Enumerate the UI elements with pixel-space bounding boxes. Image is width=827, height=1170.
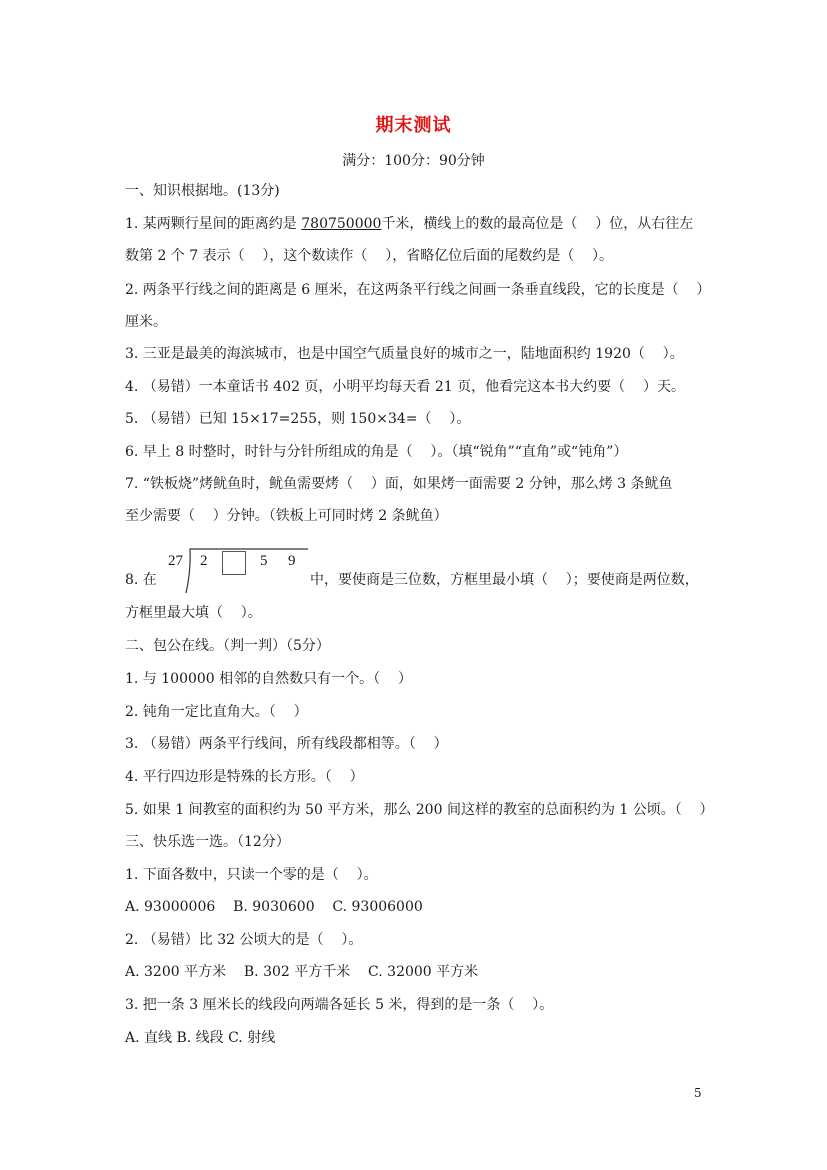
choice-question-2: 2. （易错）比 32 公顷大的是（ ）。 xyxy=(125,932,363,948)
choice-question-3: 3. 把一条 3 厘米长的线段向两端各延长 5 米，得到的是一条（ ）。 xyxy=(125,997,554,1013)
q1-distance-number: 780750000 xyxy=(301,216,382,232)
question-8-line-2: 方框里最大填（ ）。 xyxy=(125,605,262,621)
question-7-line-2: 至少需要（ ）分钟。（铁板上可同时烤 2 条鱿鱼） xyxy=(125,508,448,524)
q1-suffix: 千米，横线上的数的最高位是（ ）位，从右往左 xyxy=(381,216,694,232)
judge-item-5: 5. 如果 1 间教室的面积约为 50 平方米，那么 200 间这样的教室的总面积约为 1 公顷。（ ） xyxy=(125,802,714,818)
question-1-line-2: 数第 2 个 7 表示（ ），这个数读作（ ），省略亿位后面的尾数约是（ ）。 xyxy=(125,248,614,264)
question-6: 6. 早上 8 时整时，时针与分针所组成的角是（ ）。（填“锐角”“直角”或“钝角”） xyxy=(125,444,628,460)
choice-options-2: A. 3200 平方米 B. 302 平方千米 C. 32000 平方米 xyxy=(125,964,479,980)
question-1-line-1 xyxy=(125,214,693,234)
long-division-figure xyxy=(160,547,308,593)
score-time-info: 满分：100分：90分钟 xyxy=(342,153,485,169)
question-8-suffix: 中，要使商是三位数，方框里最小填（ ）；要使商是两位数， xyxy=(310,572,699,588)
page-number: 5 xyxy=(694,1086,702,1100)
question-2-line-1: 2. 两条平行线之间的距离是 6 厘米，在这两条平行线之间画一条垂直线段，它的长度是（ ） xyxy=(125,282,711,298)
question-2-line-2: 厘米。 xyxy=(125,314,167,330)
dividend-digit-1: 2 xyxy=(200,553,208,569)
judge-item-1: 1. 与 100000 相邻的自然数只有一个。（ ） xyxy=(125,671,412,687)
section-2-heading: 二、包公在线。（判一判）（5分） xyxy=(125,638,330,654)
question-5: 5. （易错）已知 15×17=255，则 150×34=（ ）。 xyxy=(125,411,471,427)
choice-question-1: 1. 下面各数中，只读一个零的是（ ）。 xyxy=(125,867,378,883)
q1-prefix: 1. 某两颗行星间的距离约是 xyxy=(125,216,302,232)
judge-item-2: 2. 钝角一定比直角大。（ ） xyxy=(125,704,308,720)
choice-options-1: A. 93000006 B. 9030600 C. 93006000 xyxy=(125,899,423,915)
question-7-line-1: 7. “铁板烧”烤鱿鱼时，鱿鱼需要烤（ ）面，如果烤一面需要 2 分钟，那么烤 3 条鱿鱼 xyxy=(125,476,673,492)
page-title: 期末测试 xyxy=(375,115,452,136)
dividend-digit-3: 5 xyxy=(260,553,268,569)
question-4: 4. （易错）一本童话书 402 页，小明平均每天看 21 页，他看完这本书大约要（ ）天。 xyxy=(125,379,685,395)
question-3: 3. 三亚是最美的海滨城市，也是中国空气质量良好的城市之一，陆地面积约 1920（ ）。 xyxy=(125,346,684,362)
judge-item-3: 3. （易错）两条平行线间，所有线段都相等。（ ） xyxy=(125,736,448,752)
choice-options-3: A. 直线 B. 线段 C. 射线 xyxy=(125,1030,276,1046)
dividend-digit-4: 9 xyxy=(288,553,296,569)
divisor: 27 xyxy=(168,553,183,569)
blank-digit-box[interactable] xyxy=(222,551,246,575)
section-1-heading: 一、知识根据地。(13分) xyxy=(125,183,280,199)
section-3-heading: 三、快乐选一选。（12分） xyxy=(125,834,290,850)
question-8-prefix: 8. 在 xyxy=(125,572,157,588)
judge-item-4: 4. 平行四边形是特殊的长方形。（ ） xyxy=(125,769,364,785)
